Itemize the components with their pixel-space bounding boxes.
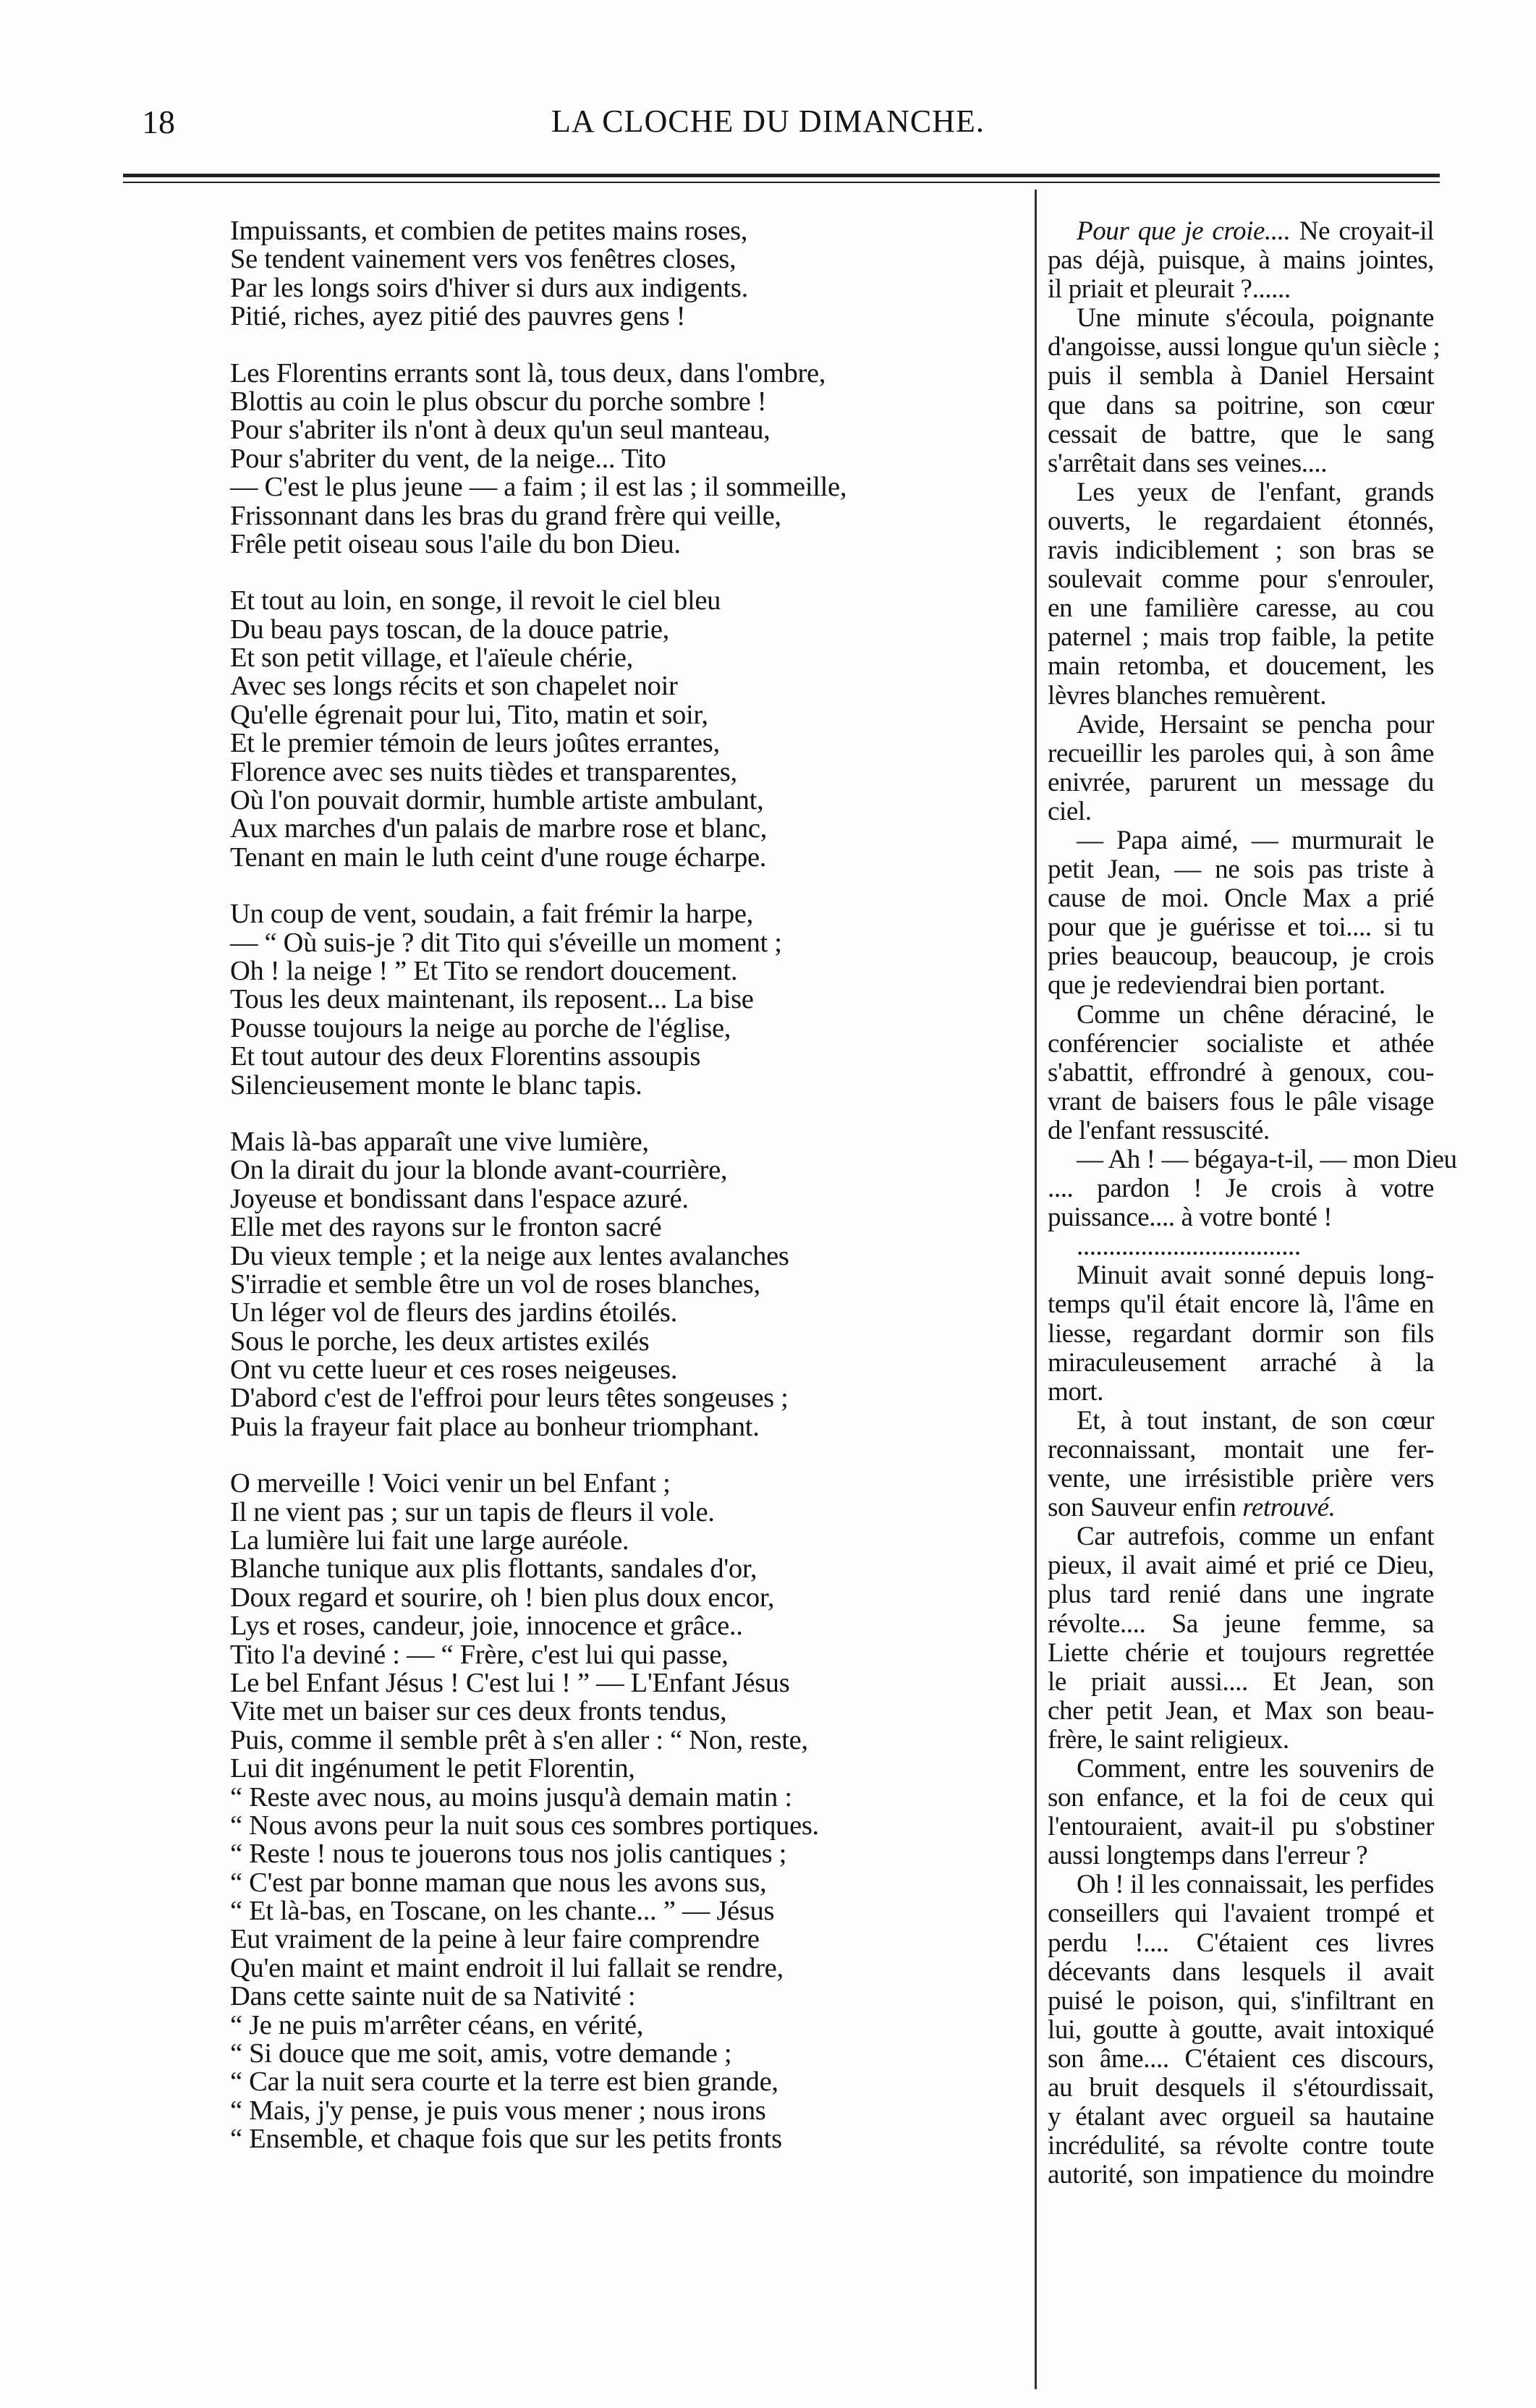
prose-line: vente, une irrésistible prière vers <box>1048 1464 1434 1494</box>
prose-line: perdu !.... C'étaient ces livres <box>1048 1928 1434 1958</box>
prose-line: Minuit avait sonné depuis long- <box>1077 1260 1434 1291</box>
verse-line: — “ Où suis-je ? dit Tito qui s'éveille un moment ; <box>230 927 782 958</box>
verse-line: “ Nous avons peur la nuit sous ces sombres portiques. <box>230 1810 819 1841</box>
prose-line: ouverts, le regardaient étonnés, <box>1048 506 1434 536</box>
verse-line: Se tendent vainement vers vos fenêtres closes, <box>230 244 737 275</box>
stanza <box>230 1128 1011 1441</box>
prose-line: il priait et pleurait ?...... <box>1048 274 1291 305</box>
prose-line: pieux, il avait aimé et prié ce Dieu, <box>1048 1551 1434 1581</box>
prose-line: plus tard renié dans une ingrate <box>1048 1580 1434 1610</box>
prose-line: conférencier socialiste et athée <box>1048 1028 1434 1059</box>
prose-line: Oh ! il les connaissait, les perfides <box>1077 1870 1434 1900</box>
prose-line: Avide, Hersaint se pencha pour <box>1077 709 1434 739</box>
prose-line: cher petit Jean, et Max son beau- <box>1048 1695 1434 1726</box>
verse-line: “ Reste ! nous te jouerons tous nos jolis cantiques ; <box>230 1839 786 1870</box>
prose-line: que je redeviendrai bien portant. <box>1048 970 1386 1001</box>
prose-line: incrédulité, sa révolte contre toute <box>1048 2131 1434 2161</box>
verse-line: Elle met des rayons sur le fronton sacré <box>230 1212 662 1243</box>
prose-line: enivrée, parurent un message du <box>1048 767 1434 797</box>
header-rule-thin <box>123 182 1440 183</box>
verse-line: Et son petit village, et l'aïeule chérie, <box>230 643 633 674</box>
stanza <box>230 217 1011 331</box>
prose-line: reconnaissant, montait une fer- <box>1048 1434 1434 1464</box>
prose-line: puisé le poison, qui, s'infiltrant en <box>1048 1985 1434 2016</box>
verse-line: “ Je ne puis m'arrêter céans, en vérité, <box>230 2009 644 2040</box>
prose-line: pour que je guérisse et toi.... si tu <box>1048 912 1434 943</box>
prose-line: le priait aussi.... Et Jean, son <box>1048 1666 1434 1697</box>
prose-line: son âme.... C'étaient ces discours, <box>1048 2043 1434 2074</box>
verse-line: Tous les deux maintenant, ils reposent... La bise <box>230 984 754 1015</box>
prose-line: vrant de baisers fous le pâle visage <box>1048 1086 1434 1116</box>
verse-line: Par les longs soirs d'hiver si durs aux indigents. <box>230 272 748 303</box>
verse-line: Aux marches d'un palais de marbre rose et blanc, <box>230 813 767 844</box>
prose-line: main retomba, et doucement, les <box>1048 651 1434 682</box>
prose-line: petit Jean, — ne sois pas triste à <box>1048 855 1434 885</box>
prose-line: révolte.... Sa jeune femme, sa <box>1048 1608 1434 1639</box>
prose-line: pries beaucoup, beaucoup, je crois <box>1048 941 1434 972</box>
verse-line: Pour s'abriter du vent, de la neige... Tito <box>230 443 666 474</box>
prose-line: d'angoisse, aussi longue qu'un siècle ; <box>1048 332 1440 363</box>
prose-line: décevants dans lesquels il avait <box>1048 1956 1434 1987</box>
prose-line: lèvres blanches remuèrent. <box>1048 680 1327 711</box>
prose-line: — Ah ! — bégaya-t-il, — mon Dieu <box>1077 1145 1457 1174</box>
verse-line: Pour s'abriter ils n'ont à deux qu'un seul manteau, <box>230 415 771 446</box>
verse-line: Puis, comme il semble prêt à s'en aller : “ Non, reste, <box>230 1724 808 1755</box>
verse-line: Blottis au coin le plus obscur du porche sombre ! <box>230 386 767 417</box>
prose-line: recueillir les paroles qui, à son âme <box>1048 738 1434 768</box>
verse-line: Où l'on pouvait dormir, humble artiste ambulant, <box>230 785 764 816</box>
prose-line: Comme un chêne déraciné, le <box>1077 999 1434 1030</box>
prose-line: puissance.... à votre bonté ! <box>1048 1203 1333 1233</box>
prose-line: ciel. <box>1048 796 1092 826</box>
verse-line: O merveille ! Voici venir un bel Enfant ; <box>230 1468 671 1499</box>
verse-line: Mais là-bas apparaît une vive lumière, <box>230 1126 649 1157</box>
verse-line: Du vieux temple ; et la neige aux lentes avalanches <box>230 1240 789 1271</box>
prose-line: en une familière caresse, au cou <box>1048 593 1434 624</box>
prose-line: ................................... <box>1077 1231 1301 1262</box>
column-divider <box>1035 190 1037 2389</box>
verse-line: Et le premier témoin de leurs joûtes errantes, <box>230 728 720 759</box>
prose-line: Comment, entre les souvenirs de <box>1077 1753 1434 1784</box>
verse-line: “ Et là-bas, en Toscane, on les chante... ” — Jésus <box>230 1896 775 1927</box>
prose-line: y étalant avec orgueil sa hautaine <box>1048 2102 1434 2132</box>
prose-line: mort. <box>1048 1376 1104 1407</box>
verse-line: D'abord c'est de l'effroi pour leurs têtes songeuses ; <box>230 1383 789 1414</box>
prose-line: aussi longtemps dans l'erreur ? <box>1048 1841 1368 1871</box>
verse-line: Le bel Enfant Jésus ! C'est lui ! ” — L'Enfant Jésus <box>230 1667 790 1698</box>
verse-line: Les Florentins errants sont là, tous deux, dans l'ombre, <box>230 357 826 389</box>
page-number: 18 <box>142 103 175 140</box>
verse-line: Impuissants, et combien de petites mains roses, <box>230 216 748 246</box>
prose-line: liesse, regardant dormir son fils <box>1048 1318 1434 1349</box>
verse-line: Pitié, riches, ayez pitié des pauvres gens ! <box>230 301 686 332</box>
verse-line: Dans cette sainte nuit de sa Nativité : <box>230 1981 636 2012</box>
verse-line: Il ne vient pas ; sur un tapis de fleurs il vole. <box>230 1496 715 1527</box>
prose-line: son enfance, et la foi de ceux qui <box>1048 1783 1434 1813</box>
stanza <box>230 900 1011 1100</box>
prose-line: — Papa aimé, — murmurait le <box>1077 825 1434 855</box>
verse-line: Vite met un baiser sur ces deux fronts tendus, <box>230 1696 727 1727</box>
prose-line: que dans sa poitrine, son cœur <box>1048 390 1434 420</box>
prose-line: l'entouraient, avait-il pu s'obstiner <box>1048 1812 1434 1842</box>
verse-line: “ Reste avec nous, au moins jusqu'à demain matin : <box>230 1781 792 1813</box>
verse-line: Doux regard et sourire, oh ! bien plus doux encor, <box>230 1582 775 1613</box>
prose-line: cessait de battre, que le sang <box>1048 419 1434 449</box>
prose-line: puis il sembla à Daniel Hersaint <box>1048 361 1434 391</box>
prose-line: ravis indiciblement ; son bras se <box>1048 535 1434 566</box>
prose-line: paternel ; mais trop faible, la petite <box>1048 622 1434 653</box>
prose-line: s'arrêtait dans ses veines.... <box>1048 448 1328 478</box>
verse-line: Tenant en main le luth ceint d'une rouge écharpe. <box>230 841 767 873</box>
verse-line: “ Ensemble, et chaque fois que sur les petits fronts <box>230 2124 782 2155</box>
verse-line: Lys et roses, candeur, joie, innocence et grâce.. <box>230 1611 743 1642</box>
prose-line: temps qu'il était encore là, l'âme en <box>1048 1289 1434 1320</box>
verse-line: Pousse toujours la neige au porche de l'église, <box>230 1012 731 1043</box>
verse-line: Qu'elle égrenait pour lui, Tito, matin et soir, <box>230 699 708 730</box>
verse-line: — C'est le plus jeune — a faim ; il est las ; il sommeille, <box>230 472 847 503</box>
stanza <box>230 357 1011 559</box>
verse-line: Avec ses longs récits et son chapelet noir <box>230 671 678 702</box>
prose-line: Liette chérie et toujours regrettée <box>1048 1637 1434 1668</box>
verse-line: Qu'en maint et maint endroit il lui fallait se rendre, <box>230 1952 784 1983</box>
prose-line: s'abattit, effrondré à genoux, cou- <box>1048 1057 1434 1088</box>
prose-line: Une minute s'écoula, poignante <box>1077 303 1434 334</box>
stanza <box>230 1470 1011 2153</box>
prose-line: pas déjà, puisque, à mains jointes, <box>1048 245 1434 276</box>
prose-line: cause de moi. Oncle Max a prié <box>1048 883 1434 914</box>
verse-line: S'irradie et semble être un vol de roses blanches, <box>230 1268 760 1300</box>
verse-line: “ Si douce que me soit, amis, votre demande ; <box>230 2038 732 2069</box>
verse-line: Florence avec ses nuits tièdes et transparentes, <box>230 756 737 787</box>
verse-line: La lumière lui fait une large auréole. <box>230 1525 629 1556</box>
prose-line: soulevait comme pour s'enrouler, <box>1048 564 1434 595</box>
verse-line: Sous le porche, les deux artistes exilés <box>230 1326 650 1357</box>
prose-line: de l'enfant ressuscité. <box>1048 1115 1270 1145</box>
prose-line: Les yeux de l'enfant, grands <box>1077 477 1434 507</box>
verse-line: Puis la frayeur fait place au bonheur triomphant. <box>230 1411 760 1442</box>
verse-line: Un léger vol de fleurs des jardins étoilés. <box>230 1297 677 1328</box>
verse-line: Eut vraiment de la peine à leur faire comprendre <box>230 1924 760 1955</box>
prose-line: frère, le saint religieux. <box>1048 1724 1289 1755</box>
prose-line: au bruit desquels il s'étourdissait, <box>1048 2073 1434 2103</box>
running-title: LA CLOCHE DU DIMANCHE. <box>551 103 985 139</box>
verse-line: Et tout au loin, en songe, il revoit le ciel bleu <box>230 585 721 616</box>
prose-line: autorité, son impatience du moindre <box>1048 2160 1434 2190</box>
prose-line: Pour que je croie.... Ne croyait-il <box>1077 216 1434 246</box>
verse-line: Un coup de vent, soudain, a fait frémir la harpe, <box>230 899 753 930</box>
prose-line: lui, goutte à goutte, avait intoxiqué <box>1048 2014 1434 2045</box>
verse-line: “ Mais, j'y pense, je puis vous mener ; nous irons <box>230 2095 766 2126</box>
verse-line: Frêle petit oiseau sous l'aile du bon Dieu. <box>230 528 681 559</box>
poem-column <box>230 217 1011 2154</box>
verse-line: Tito l'a deviné : — “ Frère, c'est lui qui passe, <box>230 1639 729 1670</box>
verse-line: Joyeuse et bondissant dans l'espace azuré. <box>230 1183 689 1214</box>
prose-column <box>1048 216 1457 2190</box>
verse-line: Lui dit ingénument le petit Florentin, <box>230 1753 635 1784</box>
prose-line: miraculeusement arraché à la <box>1048 1347 1434 1378</box>
verse-line: On la dirait du jour la blonde avant-courrière, <box>230 1155 728 1186</box>
verse-line: Et tout autour des deux Florentins assoupis <box>230 1041 701 1072</box>
verse-line: Oh ! la neige ! ” Et Tito se rendort doucement. <box>230 955 738 986</box>
prose-line: conseillers qui l'avaient trompé et <box>1048 1899 1434 1929</box>
stanza <box>230 587 1011 872</box>
verse-line: Blanche tunique aux plis flottants, sandales d'or, <box>230 1553 758 1585</box>
verse-line: Ont vu cette lueur et ces roses neigeuses. <box>230 1354 678 1386</box>
verse-line: “ C'est par bonne maman que nous les avons sus, <box>230 1867 767 1898</box>
verse-line: Silencieusement monte le blanc tapis. <box>230 1069 642 1101</box>
verse-line: Frissonnant dans les bras du grand frère qui veille, <box>230 500 781 531</box>
header-rule-thick <box>123 174 1440 177</box>
prose-line: Car autrefois, comme un enfant <box>1077 1522 1434 1552</box>
prose-line: .... pardon ! Je crois à votre <box>1048 1174 1434 1204</box>
verse-line: “ Car la nuit sera courte et la terre est bien grande, <box>230 2066 778 2098</box>
prose-line: Et, à tout instant, de son cœur <box>1077 1405 1434 1436</box>
verse-line: Du beau pays toscan, de la douce patrie, <box>230 614 669 645</box>
prose-line: son Sauveur enfin retrouvé. <box>1048 1493 1336 1523</box>
